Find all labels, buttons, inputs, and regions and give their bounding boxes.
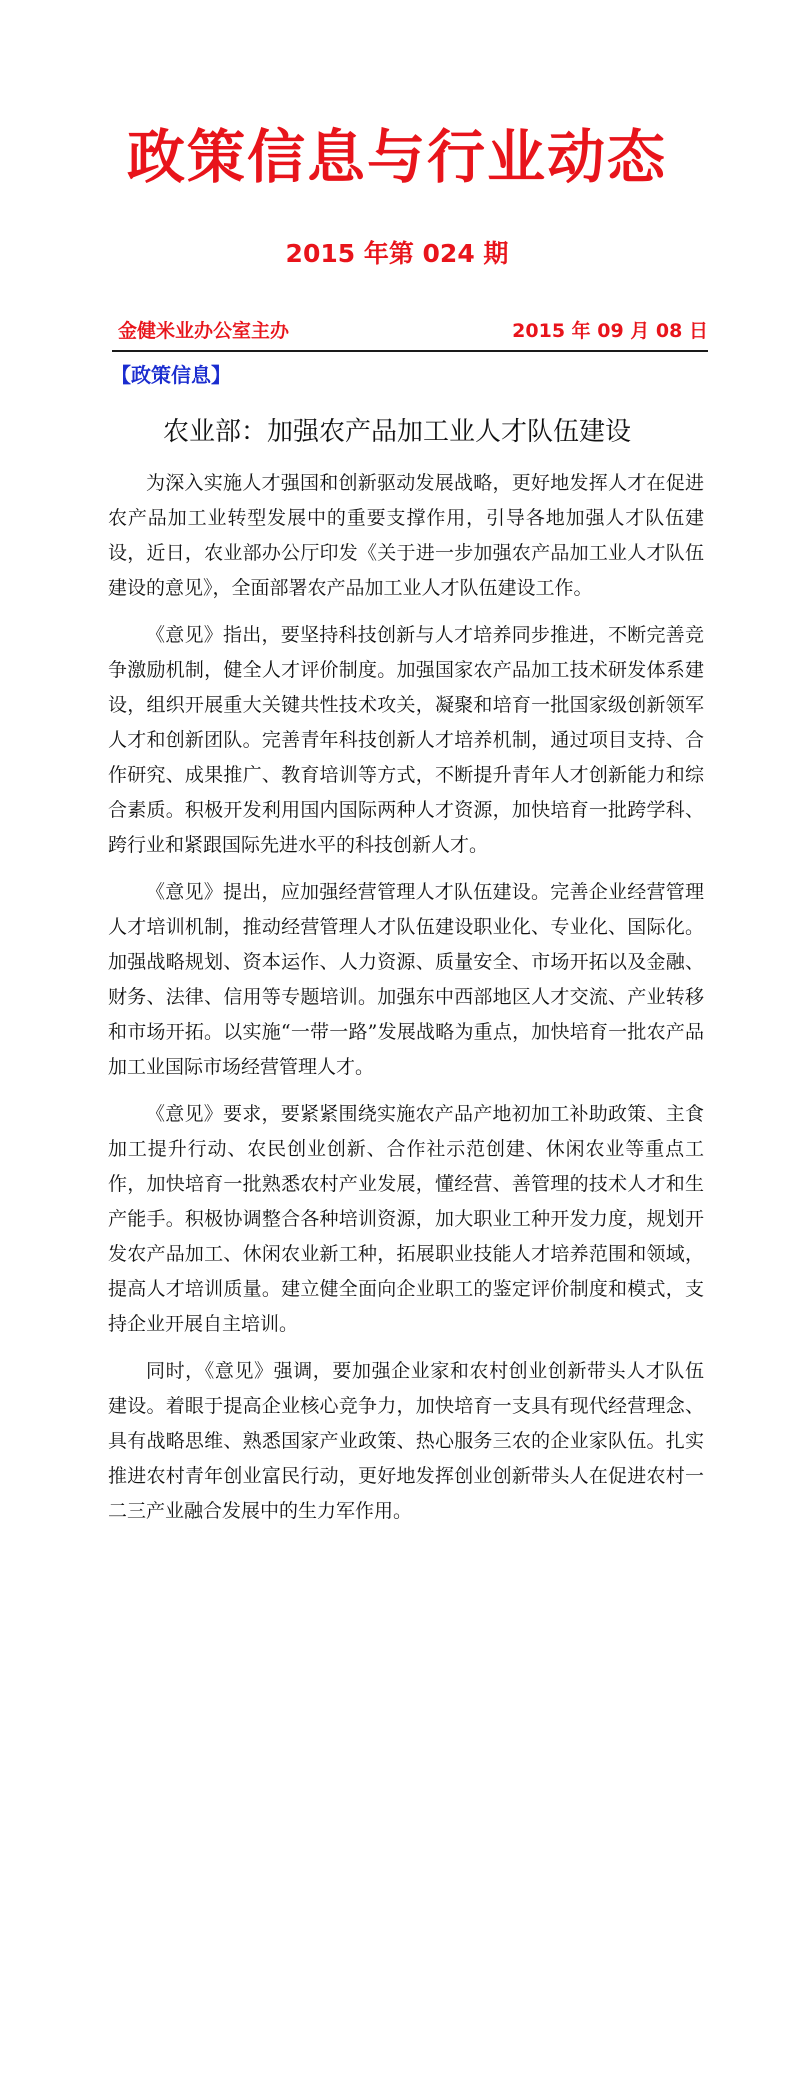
article-paragraph: 《意见》要求，要紧紧围绕实施农产品产地初加工补助政策、主食加工提升行动、农民创业创新、合作社示范创建、休闲农业等重点工作，加快培育一批熟悉农村产业发展，懂经营、善管理的技术人才和生产能手。积极协调整合各种培训资源，加大职业工种开发力度，规划开发农产品加工、休闲农业新工种，拓展职业技能人才培养范围和领域，提高人才培训质量。建立健全面向企业职工的鉴定评价制度和模式，支持企业开展自主培训。 — [108, 1103, 704, 1335]
article-paragraph: 《意见》提出，应加强经营管理人才队伍建设。完善企业经营管理人才培训机制，推动经营管理人才队伍建设职业化、专业化、国际化。加强战略规划、资本运作、人力资源、质量安全、市场开拓以及金融、财务、法律、信用等专题培训。加强东中西部地区人才交流、产业转移和市场开拓。以实施“一带一路”发展战略为重点，加快培育一批农产品加工业国际市场经营管理人才。 — [108, 881, 704, 1078]
article-title: 农业部：加强农产品加工业人才队伍建设 — [162, 417, 631, 447]
issue-number: 2015 年第 024 期 — [285, 239, 509, 268]
masthead-title: 政策信息与行业动态 — [126, 123, 667, 191]
article-paragraph: 为深入实施人才强国和创新驱动发展战略，更好地发挥人才在促进农产品加工业转型发展中的重要支撑作用，引导各地加强人才队伍建设，近日，农业部办公厅印发《关于进一步加强农产品加工业人才队伍建设的意见》，全面部署农产品加工业人才队伍建设工作。 — [108, 472, 704, 599]
article-paragraph: 《意见》指出，要坚持科技创新与人才培养同步推进，不断完善竞争激励机制，健全人才评价制度。加强国家农产品加工技术研发体系建设，组织开展重大关键共性技术攻关，凝聚和培育一批国家级创新领军人才和创新团队。完善青年科技创新人才培养机制，通过项目支持、合作研究、成果推广、教育培训等方式，不断提升青年人才创新能力和综合素质。积极开发利用国内国际两种人才资源，加快培育一批跨学科、跨行业和紧跟国际先进水平的科技创新人才。 — [108, 624, 704, 856]
article-body — [108, 466, 704, 1541]
section-tag: 【政策信息】 — [111, 363, 231, 387]
header-divider — [112, 350, 708, 352]
publication-date: 2015 年 09 月 08 日 — [512, 320, 708, 342]
publisher-label: 金健米业办公室主办 — [118, 320, 290, 342]
article-paragraph: 同时，《意见》强调，要加强企业家和农村创业创新带头人才队伍建设。着眼于提高企业核心竞争力，加快培育一支具有现代经营理念、具有战略思维、熟悉国家产业政策、热心服务三农的企业家队伍。扎实推进农村青年创业富民行动，更好地发挥创业创新带头人在促进农村一二三产业融合发展中的生力军作用。 — [108, 1360, 704, 1522]
